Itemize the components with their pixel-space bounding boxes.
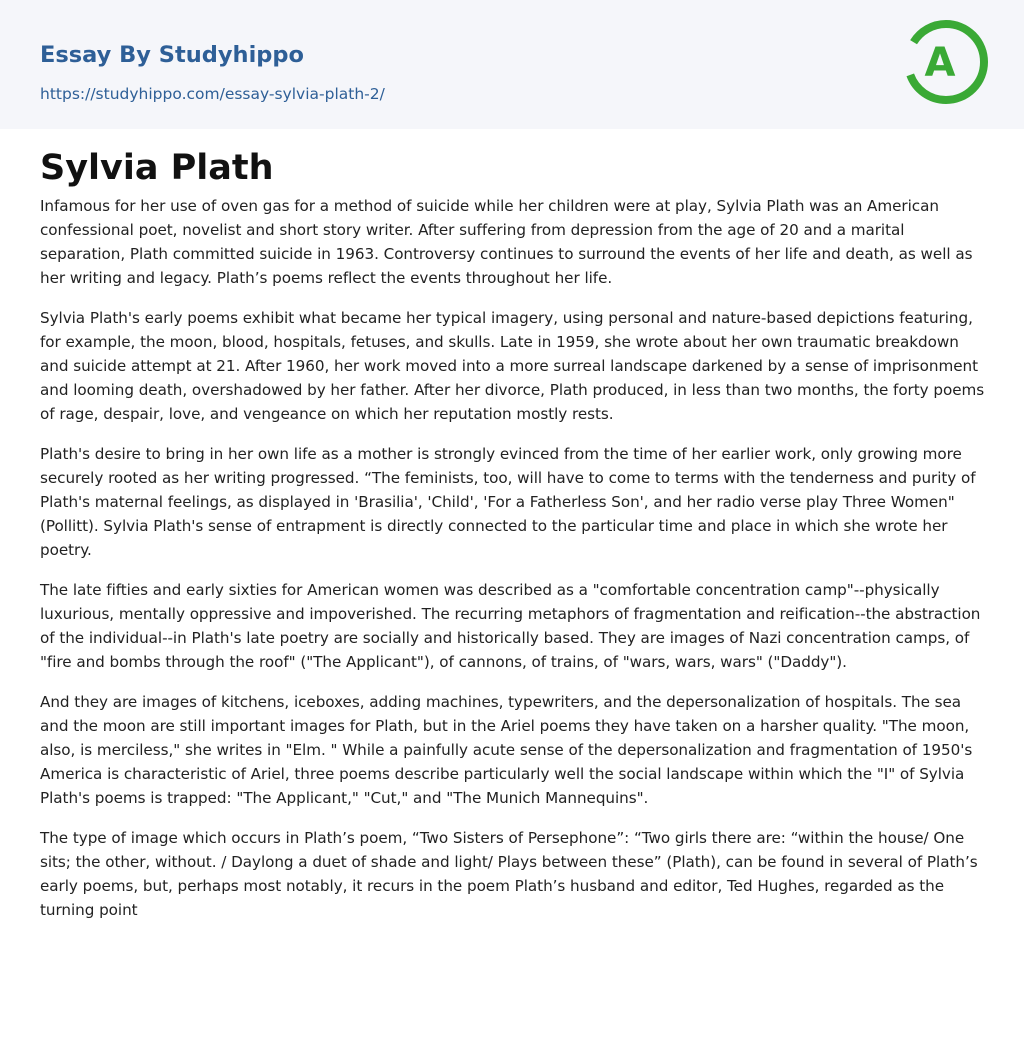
article-paragraph: Plath's desire to bring in her own life as a mother is strongly evinced from the time of her earlier work, only growing more securely rooted as her writing progressed. “The feminists, too, will have to come to terms with the tenderness and purity of Plath's maternal feelings, as displayed in 'Brasilia', 'Child', 'For a Fatherless Son', and her radio verse play Three Women" (Pollitt). Sylvia Plath's sense of entrapment is directly connected to the particular time and place in which she wrote her poetry. <box>40 445 976 559</box>
studyhippo-logo-icon[interactable] <box>896 14 996 114</box>
page-title: Sylvia Plath <box>40 148 274 188</box>
article-paragraph: The type of image which occurs in Plath’s poem, “Two Sisters of Persephone”: “Two girls there are: “within the house/ One sits; the other, without. / Daylong a duet of shade and light/ Plays between these” (Plath), can be found in several of Plath’s early poems, but, perhaps most notably, it recurs in the poem Plath’s husband and editor, Ted Hughes, regarded as the turning point <box>40 829 978 919</box>
source-url-link[interactable]: https://studyhippo.com/essay-sylvia-plath-2/ <box>40 85 385 103</box>
brand-title[interactable]: Essay By Studyhippo <box>40 42 304 68</box>
article-paragraph: The late fifties and early sixties for American women was described as a "comfortable concentration camp"--physically luxurious, mentally oppressive and impoverished. The recurring metaphors of fragmentation and reification--the abstraction of the individual--in Plath's late poetry are socially and historically based. They are images of Nazi concentration camps, of "fire and bombs through the roof" ("The Applicant"), of cannons, of trains, of "wars, wars, wars" ("Daddy"). <box>40 581 981 671</box>
article-paragraph: And they are images of kitchens, iceboxes, adding machines, typewriters, and the depersonalization of hospitals. The sea and the moon are still important images for Plath, but in the Ariel poems they have taken on a harsher quality. "The moon, also, is merciless," she writes in "Elm. " While a painfully acute sense of the depersonalization and fragmentation of 1950's America is characteristic of Ariel, three poems describe particularly well the social landscape within which the "I" of Sylvia Plath's poems is trapped: "The Applicant," "Cut," and "The Munich Mannequins". <box>40 693 973 807</box>
article-paragraph: Infamous for her use of oven gas for a method of suicide while her children were at play, Sylvia Plath was an American confessional poet, novelist and short story writer. After suffering from depression from the age of 20 and a marital separation, Plath committed suicide in 1963. Controversy continues to surround the events of her life and death, as well as her writing and legacy. Plath’s poems reflect the events throughout her life. <box>40 197 973 287</box>
article-paragraph: Sylvia Plath's early poems exhibit what became her typical imagery, using personal and nature-based depictions featuring, for example, the moon, blood, hospitals, fetuses, and skulls. Late in 1959, she wrote about her own traumatic breakdown and suicide attempt at 21. After 1960, her work moved into a more surreal landscape darkened by a sense of imprisonment and looming death, overshadowed by her father. After her divorce, Plath produced, in less than two months, the forty poems of rage, despair, love, and vengeance on which her reputation mostly rests. <box>40 309 985 423</box>
article-body <box>40 194 986 938</box>
logo-letter: A <box>924 40 956 86</box>
